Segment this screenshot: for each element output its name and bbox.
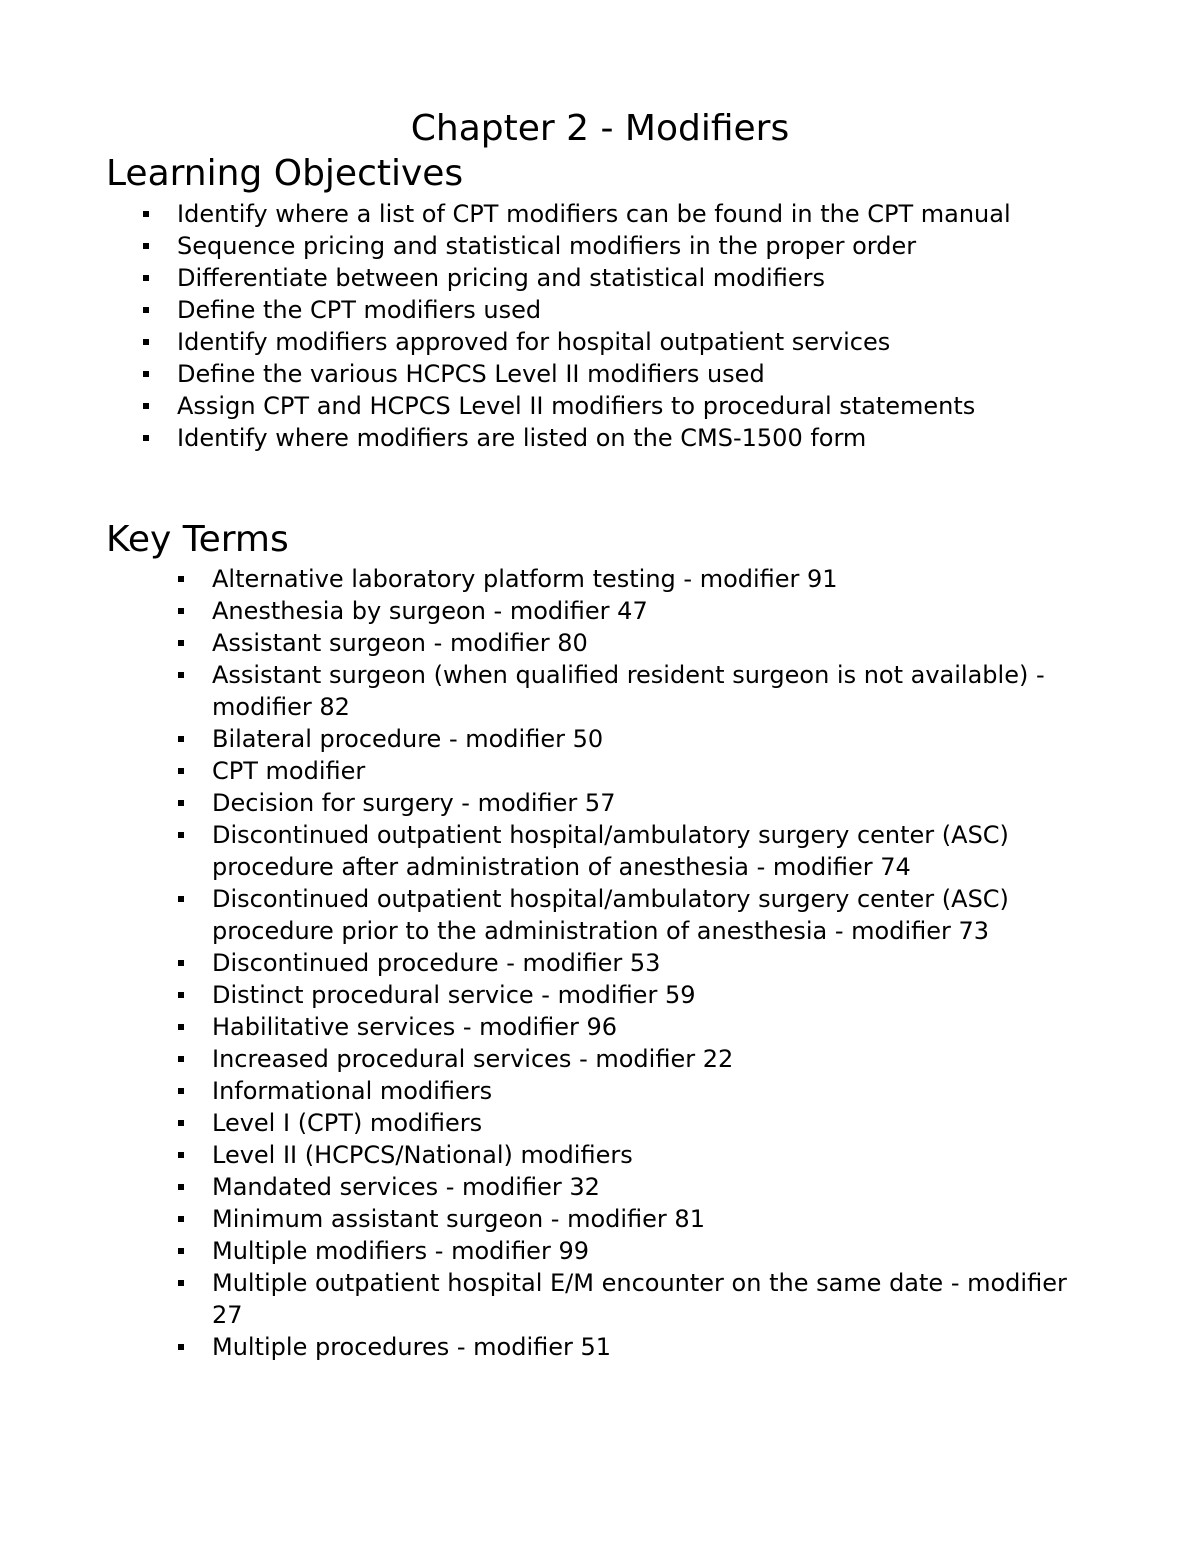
list-item-text: Increased procedural services - modifier 22 bbox=[212, 1045, 734, 1073]
list-item-text: Assign CPT and HCPCS Level II modifiers to procedural statements bbox=[177, 392, 976, 420]
list-item bbox=[212, 1139, 1082, 1171]
list-item bbox=[212, 1267, 1082, 1331]
list-item-text: Multiple modifiers - modifier 99 bbox=[212, 1237, 589, 1265]
list-item-text: Sequence pricing and statistical modifiers in the proper order bbox=[177, 232, 917, 260]
square-bullet-icon bbox=[178, 576, 184, 582]
list-item-text: Discontinued procedure - modifier 53 bbox=[212, 949, 661, 977]
list-item bbox=[212, 627, 1082, 659]
list-item bbox=[177, 358, 1107, 390]
list-item-text: Level I (CPT) modifiers bbox=[212, 1109, 483, 1137]
square-bullet-icon bbox=[178, 1248, 184, 1254]
list-item bbox=[177, 390, 1107, 422]
key-terms-list bbox=[212, 563, 1082, 1363]
list-item bbox=[212, 883, 1082, 947]
list-item-text: Informational modifiers bbox=[212, 1077, 493, 1105]
square-bullet-icon bbox=[178, 1024, 184, 1030]
square-bullet-icon bbox=[178, 896, 184, 902]
list-item bbox=[212, 595, 1082, 627]
list-item bbox=[212, 723, 1082, 755]
list-item bbox=[212, 819, 1082, 883]
learning-objectives-list bbox=[177, 198, 1107, 454]
list-item bbox=[212, 1075, 1082, 1107]
square-bullet-icon bbox=[178, 1088, 184, 1094]
list-item-text: Discontinued outpatient hospital/ambulatory surgery center (ASC) procedure prior to the administration of anesthesia - modifier 73 bbox=[212, 885, 1009, 945]
list-item-text: Anesthesia by surgeon - modifier 47 bbox=[212, 597, 648, 625]
list-item bbox=[212, 1171, 1082, 1203]
square-bullet-icon bbox=[178, 640, 184, 646]
list-item-text: Decision for surgery - modifier 57 bbox=[212, 789, 616, 817]
list-item bbox=[177, 262, 1107, 294]
list-item bbox=[212, 1235, 1082, 1267]
key-terms-heading: Key Terms bbox=[106, 519, 289, 560]
square-bullet-icon bbox=[178, 832, 184, 838]
list-item-text: Multiple procedures - modifier 51 bbox=[212, 1333, 612, 1361]
square-bullet-icon bbox=[178, 1344, 184, 1350]
square-bullet-icon bbox=[143, 243, 149, 249]
list-item bbox=[212, 1331, 1082, 1363]
list-item-text: Alternative laboratory platform testing - modifier 91 bbox=[212, 565, 838, 593]
square-bullet-icon bbox=[143, 307, 149, 313]
square-bullet-icon bbox=[143, 211, 149, 217]
list-item-text: Discontinued outpatient hospital/ambulatory surgery center (ASC) procedure after administration of anesthesia - modifier 74 bbox=[212, 821, 1009, 881]
learning-objectives-heading: Learning Objectives bbox=[106, 153, 464, 194]
square-bullet-icon bbox=[143, 403, 149, 409]
square-bullet-icon bbox=[178, 1216, 184, 1222]
square-bullet-icon bbox=[178, 1280, 184, 1286]
list-item bbox=[177, 326, 1107, 358]
list-item bbox=[212, 659, 1082, 723]
list-item-text: Define the CPT modifiers used bbox=[177, 296, 542, 324]
list-item-text: Assistant surgeon - modifier 80 bbox=[212, 629, 588, 657]
list-item-text: Multiple outpatient hospital E/M encounter on the same date - modifier 27 bbox=[212, 1269, 1067, 1329]
square-bullet-icon bbox=[178, 1056, 184, 1062]
list-item-text: Differentiate between pricing and statistical modifiers bbox=[177, 264, 825, 292]
square-bullet-icon bbox=[178, 1184, 184, 1190]
list-item bbox=[212, 1011, 1082, 1043]
list-item bbox=[177, 198, 1107, 230]
list-item-text: Bilateral procedure - modifier 50 bbox=[212, 725, 604, 753]
square-bullet-icon bbox=[178, 1152, 184, 1158]
square-bullet-icon bbox=[178, 800, 184, 806]
list-item bbox=[212, 1203, 1082, 1235]
square-bullet-icon bbox=[178, 608, 184, 614]
list-item bbox=[177, 230, 1107, 262]
list-item bbox=[212, 979, 1082, 1011]
list-item-text: CPT modifier bbox=[212, 757, 366, 785]
list-item bbox=[212, 947, 1082, 979]
list-item bbox=[212, 1107, 1082, 1139]
square-bullet-icon bbox=[143, 275, 149, 281]
list-item bbox=[177, 422, 1107, 454]
list-item bbox=[177, 294, 1107, 326]
square-bullet-icon bbox=[178, 960, 184, 966]
list-item-text: Assistant surgeon (when qualified resident surgeon is not available) - modifier 82 bbox=[212, 661, 1045, 721]
square-bullet-icon bbox=[143, 435, 149, 441]
list-item-text: Habilitative services - modifier 96 bbox=[212, 1013, 618, 1041]
list-item bbox=[212, 787, 1082, 819]
square-bullet-icon bbox=[143, 371, 149, 377]
square-bullet-icon bbox=[178, 1120, 184, 1126]
square-bullet-icon bbox=[178, 768, 184, 774]
list-item-text: Level II (HCPCS/National) modifiers bbox=[212, 1141, 633, 1169]
square-bullet-icon bbox=[143, 339, 149, 345]
list-item-text: Minimum assistant surgeon - modifier 81 bbox=[212, 1205, 705, 1233]
list-item-text: Distinct procedural service - modifier 59 bbox=[212, 981, 696, 1009]
list-item-text: Mandated services - modifier 32 bbox=[212, 1173, 600, 1201]
list-item bbox=[212, 563, 1082, 595]
list-item-text: Identify where a list of CPT modifiers can be found in the CPT manual bbox=[177, 200, 1011, 228]
square-bullet-icon bbox=[178, 672, 184, 678]
list-item bbox=[212, 755, 1082, 787]
list-item-text: Identify where modifiers are listed on the CMS-1500 form bbox=[177, 424, 867, 452]
page-title: Chapter 2 - Modifiers bbox=[410, 108, 790, 149]
square-bullet-icon bbox=[178, 992, 184, 998]
list-item bbox=[212, 1043, 1082, 1075]
square-bullet-icon bbox=[178, 736, 184, 742]
list-item-text: Identify modifiers approved for hospital outpatient services bbox=[177, 328, 891, 356]
list-item-text: Define the various HCPCS Level II modifiers used bbox=[177, 360, 765, 388]
